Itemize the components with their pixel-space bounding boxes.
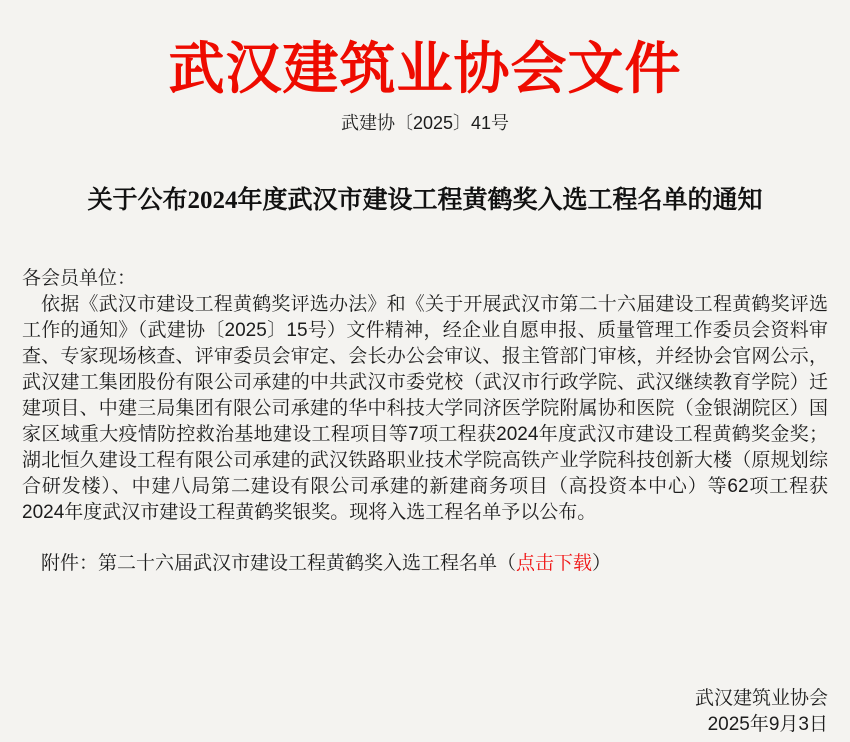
notice-title: 关于公布2024年度武汉市建设工程黄鹤奖入选工程名单的通知 bbox=[87, 187, 763, 214]
signature-date: 2025年9月3日 bbox=[707, 714, 828, 735]
attachment-suffix: ） bbox=[592, 553, 612, 574]
download-link[interactable]: 点击下载 bbox=[516, 553, 593, 574]
attachment-label: 附件：第二十六届武汉市建设工程黄鹤奖入选工程名单（ bbox=[41, 553, 517, 574]
salutation: 各会员单位： bbox=[22, 268, 137, 289]
attachment-line bbox=[22, 551, 828, 577]
notice-body bbox=[0, 266, 850, 577]
signature-block bbox=[695, 686, 828, 738]
signature-organization: 武汉建筑业协会 bbox=[694, 688, 828, 709]
document-number: 武建协〔2025〕41号 bbox=[340, 113, 510, 133]
main-paragraph: 依据《武汉市建设工程黄鹤奖评选办法》和《关于开展武汉市第二十六届建设工程黄鹤奖评选工作的通知》（武建协〔2025〕15号）文件精神，经企业自愿申报、质量管理工作委员会资料审查、专家现场核查、评审委员会审定、会长办公会审议、报主管部门审核，并经协会官网公示，武汉建工集团股份有限公司承建的中共武汉市委党校（武汉市行政学院、武汉继续教育学院）迁建项目、中建三局集团有限公司承建的华中科技大学同济医学院附属协和医院（金银湖院区）国家区域重大疫情防控救治基地建设工程项目等7项工程获2024年度武汉市建设工程黄鹤奖金奖；湖北恒久建设工程有限公司承建的武汉铁路职业技术学院高铁产业学院科技创新大楼（原规划综合研发楼）、中建八局第二建设有限公司承建的新建商务项目（高投资本中心）等62项工程获2024年度武汉市建设工程黄鹤奖银奖。现将入选工程名单予以公布。 bbox=[22, 294, 828, 523]
masthead-title: 武汉建筑业协会文件 bbox=[168, 39, 682, 101]
official-document-page bbox=[0, 38, 850, 742]
